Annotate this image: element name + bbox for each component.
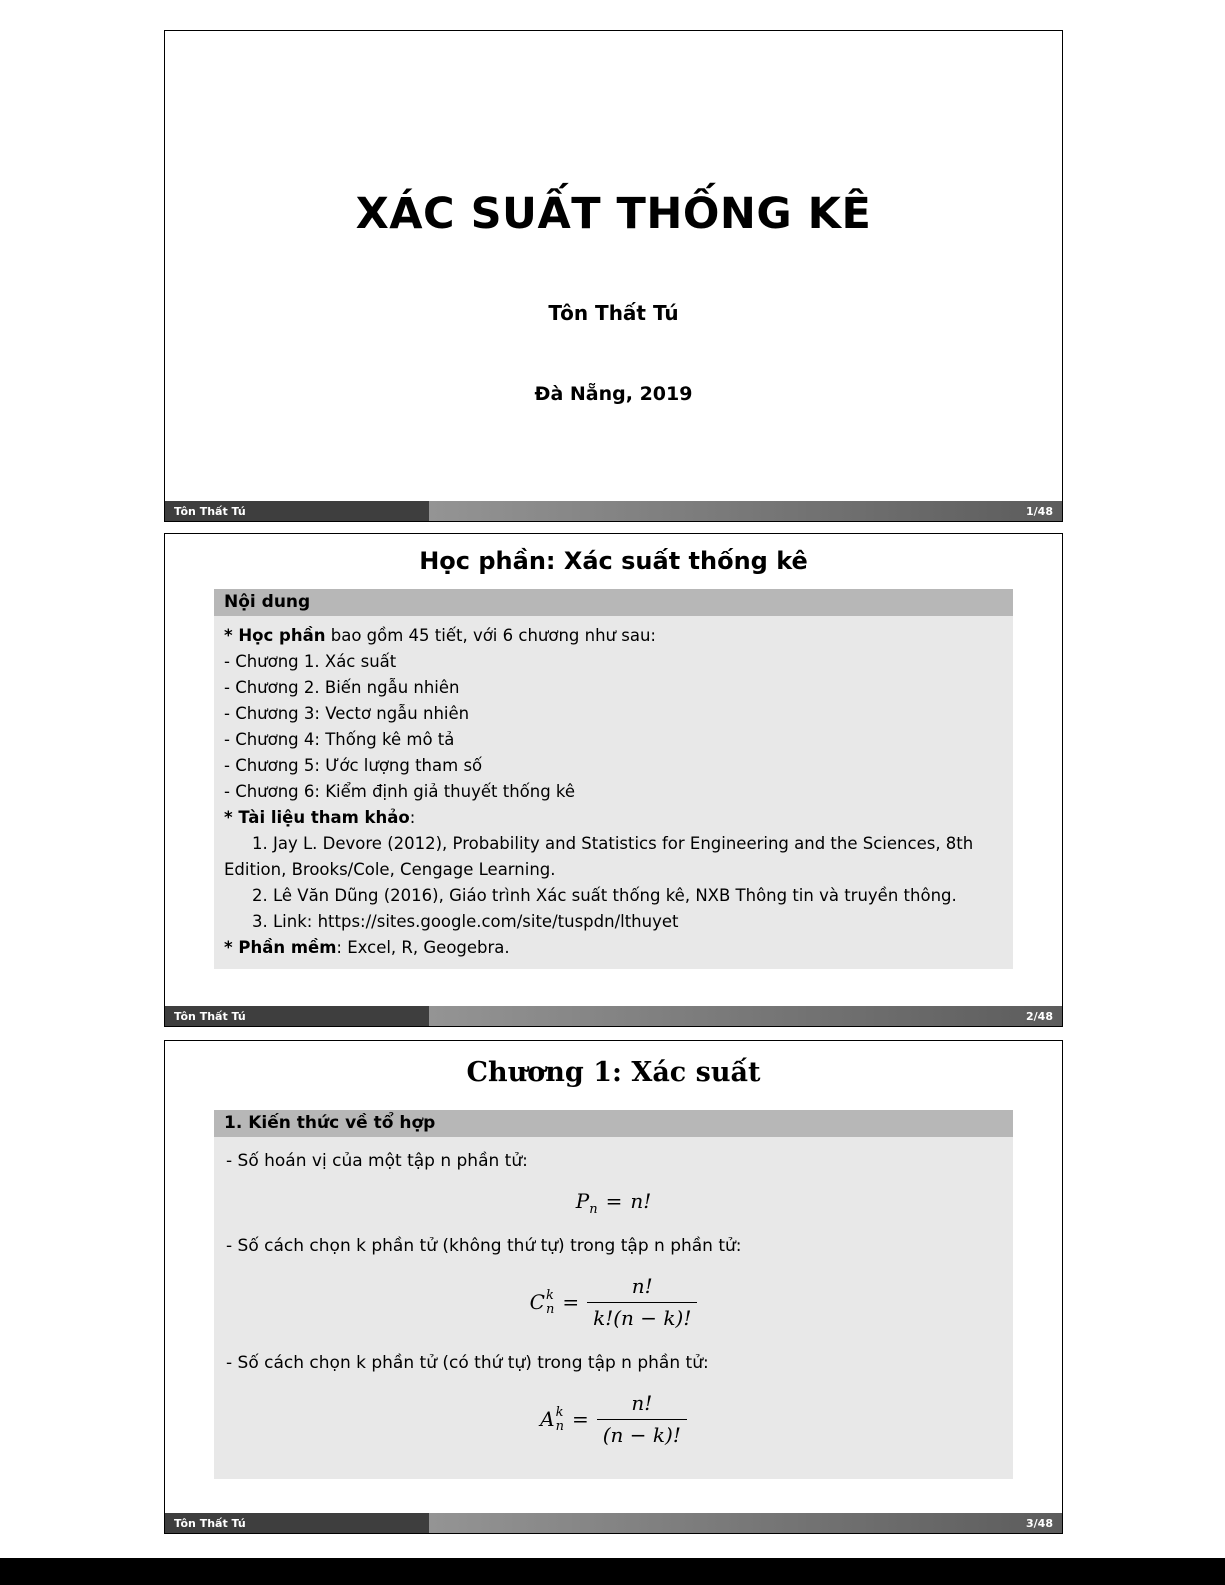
- formula-symbol: A: [540, 1407, 555, 1431]
- content-line: [224, 779, 1003, 805]
- formula-rhs: n!: [630, 1189, 652, 1213]
- line-text-segment: - Chương 6: Kiểm định giả thuyết thống kê: [224, 782, 576, 801]
- equals-sign: =: [571, 1407, 589, 1431]
- footer-author: Tôn Thất Tú: [165, 1006, 429, 1026]
- fraction-numerator: n!: [597, 1391, 687, 1420]
- content-line: [224, 935, 1003, 961]
- link-line: [224, 909, 1003, 935]
- formula-combination: [226, 1274, 1001, 1331]
- fraction-denominator: k!(n − k)!: [593, 1306, 692, 1330]
- reference-line: [224, 883, 1003, 909]
- author-name: Tôn Thất Tú: [548, 301, 679, 325]
- line-text-segment: 1. Jay L. Devore (2012), Probability and Statistics for Engineering and the Sciences, 8th Edition, Brooks/Cole, Cengage Learning.: [224, 834, 974, 879]
- content-line: - Số hoán vị của một tập n phần tử:: [226, 1151, 528, 1171]
- next-page-edge-bar: [0, 1558, 1225, 1585]
- formula-superscript: k: [545, 1287, 554, 1303]
- line-text-segment: bao gồm 45 tiết, với 6 chương như sau:: [325, 626, 656, 645]
- formula-subscript: n: [545, 1301, 555, 1317]
- line-text-segment: :: [409, 808, 416, 827]
- content-line: - Số cách chọn k phần tử (có thứ tự) trong tập n phần tử:: [226, 1353, 709, 1373]
- slide-title: Chương 1: Xác suất: [466, 1057, 761, 1088]
- formula-lhs: [575, 1189, 598, 1217]
- line-text-segment: : Excel, R, Geogebra.: [336, 938, 510, 957]
- content-line: [224, 753, 1003, 779]
- block-title: 1. Kiến thức về tổ hợp: [214, 1110, 1013, 1137]
- formula-symbol: P: [575, 1189, 590, 1213]
- line-text-segment: - Chương 4: Thống kê mô tả: [224, 730, 455, 749]
- slide-footer: [165, 501, 1062, 521]
- footer-page-number: 2/48: [429, 1006, 1062, 1026]
- line-text-segment: - Chương 1. Xác suất: [224, 652, 397, 671]
- fraction-numerator: n!: [587, 1274, 697, 1303]
- venue-date: Đà Nẵng, 2019: [534, 383, 693, 405]
- slide-title: Học phần: Xác suất thống kê: [419, 547, 808, 575]
- line-text-segment: - Chương 5: Ước lượng tham số: [224, 756, 483, 775]
- footer-page-number: 1/48: [429, 501, 1062, 521]
- formula-sup-sub: [556, 1406, 564, 1434]
- formula-superscript: k: [555, 1404, 564, 1420]
- block-body: [214, 616, 1013, 969]
- slide-2: [164, 533, 1063, 1027]
- line-bold-segment: * Phần mềm: [224, 938, 337, 957]
- fraction: [597, 1391, 687, 1448]
- content-line: [224, 805, 1003, 831]
- content-block: [214, 1110, 1013, 1479]
- footer-page-number: 3/48: [429, 1513, 1062, 1533]
- formula-lhs: [530, 1289, 555, 1317]
- content-block: [214, 589, 1013, 969]
- content-line: [224, 649, 1003, 675]
- formula-subscript: n: [555, 1418, 564, 1434]
- line-text-segment: - Chương 3: Vectơ ngẫu nhiên: [224, 704, 470, 723]
- formula-subscript: n: [589, 1201, 598, 1217]
- slide-1: [164, 30, 1063, 522]
- slide-3: [164, 1040, 1063, 1534]
- block-title: Nội dung: [214, 589, 1013, 616]
- content-line: [224, 727, 1003, 753]
- reference-line: [224, 831, 1003, 883]
- content-line: [224, 675, 1003, 701]
- line-bold-segment: * Học phần: [224, 626, 326, 645]
- equals-sign: =: [605, 1189, 623, 1213]
- formula-arrangement: [226, 1391, 1001, 1448]
- fraction: [587, 1274, 697, 1331]
- formula-sup-sub: [546, 1289, 554, 1317]
- footer-author: Tôn Thất Tú: [165, 1513, 429, 1533]
- formula-symbol: C: [529, 1290, 545, 1314]
- formula-lhs: [540, 1406, 564, 1434]
- content-line: [224, 623, 1003, 649]
- line-text-segment: 3. Link: https://sites.google.com/site/tuspdn/lthuyet: [252, 912, 679, 931]
- line-text-segment: - Chương 2. Biến ngẫu nhiên: [224, 678, 460, 697]
- formula-permutation: [226, 1189, 1001, 1217]
- line-bold-segment: * Tài liệu tham khảo: [224, 808, 410, 827]
- line-text-segment: 2. Lê Văn Dũng (2016), Giáo trình Xác suất thống kê, NXB Thông tin và truyền thông.: [252, 886, 957, 905]
- slide-footer: [165, 1006, 1062, 1026]
- footer-author: Tôn Thất Tú: [165, 501, 429, 521]
- block-body: [214, 1137, 1013, 1479]
- presentation-title: XÁC SUẤT THỐNG KÊ: [355, 189, 872, 239]
- equals-sign: =: [562, 1290, 580, 1314]
- fraction-denominator: (n − k)!: [602, 1423, 681, 1447]
- content-line: - Số cách chọn k phần tử (không thứ tự) trong tập n phần tử:: [226, 1236, 742, 1256]
- slide-footer: [165, 1513, 1062, 1533]
- content-line: [224, 701, 1003, 727]
